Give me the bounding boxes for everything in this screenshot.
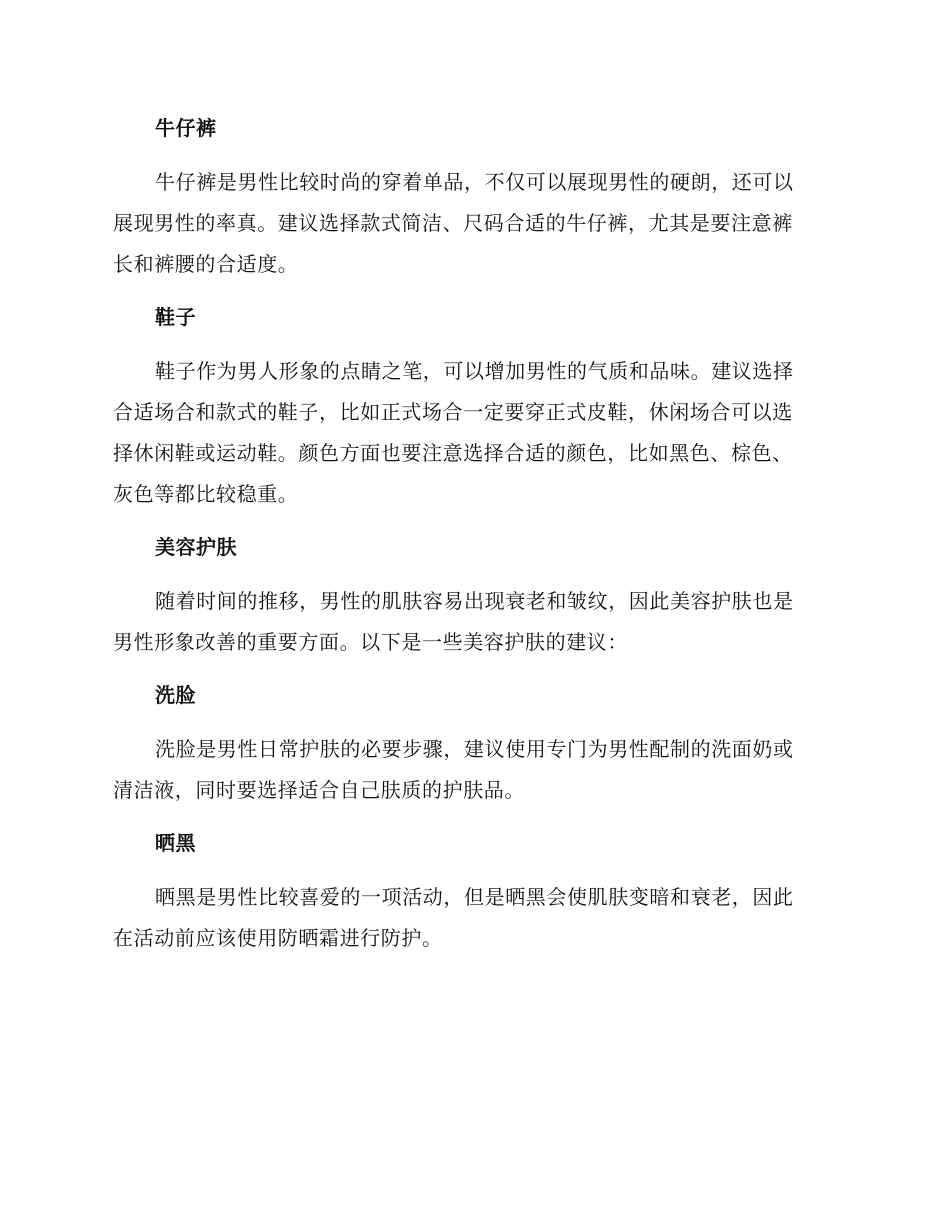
paragraph-line: 晒黑是男性比较喜爱的一项活动，但是晒黑会使肌肤变暗和衰老，因此: [155, 885, 794, 909]
paragraph-line: 牛仔裤是男性比较时尚的穿着单品，不仅可以展现男性的硬朗，还可以: [155, 170, 794, 194]
section-paragraph-tanning: [113, 877, 833, 959]
section-heading-face-wash: 洗脸: [155, 683, 196, 707]
paragraph-line: 展现男性的率真。建议选择款式简洁、尺码合适的牛仔裤，尤其是要注意裤: [113, 211, 793, 235]
section-paragraph-skincare: [113, 581, 833, 663]
section-paragraph-face-wash: [113, 729, 833, 811]
paragraph-line: 择休闲鞋或运动鞋。颜色方面也要注意选择合适的颜色，比如黑色、棕色、: [113, 441, 793, 465]
paragraph-line: 清洁液，同时要选择适合自己肤质的护肤品。: [113, 778, 525, 802]
paragraph-line: 灰色等都比较稳重。: [113, 482, 299, 506]
paragraph-line: 鞋子作为男人形象的点睛之笔，可以增加男性的气质和品味。建议选择: [155, 359, 794, 383]
section-heading-skincare: 美容护肤: [155, 535, 237, 559]
section-paragraph-shoes: [113, 351, 833, 515]
paragraph-line: 在活动前应该使用防晒霜进行防护。: [113, 926, 443, 950]
section-heading-tanning: 晒黑: [155, 831, 196, 855]
section-heading-shoes: 鞋子: [155, 305, 196, 329]
document-body: [113, 108, 833, 971]
paragraph-line: 随着时间的推移，男性的肌肤容易出现衰老和皱纹，因此美容护肤也是: [155, 589, 794, 613]
paragraph-line: 长和裤腰的合适度。: [113, 252, 299, 276]
paragraph-line: 洗脸是男性日常护肤的必要步骤，建议使用专门为男性配制的洗面奶或: [155, 737, 794, 761]
paragraph-line: 合适场合和款式的鞋子，比如正式场合一定要穿正式皮鞋，休闲场合可以选: [113, 400, 793, 424]
section-paragraph-jeans: [113, 162, 833, 285]
section-heading-jeans: 牛仔裤: [155, 116, 217, 140]
paragraph-line: 男性形象改善的重要方面。以下是一些美容护肤的建议：: [113, 630, 628, 654]
